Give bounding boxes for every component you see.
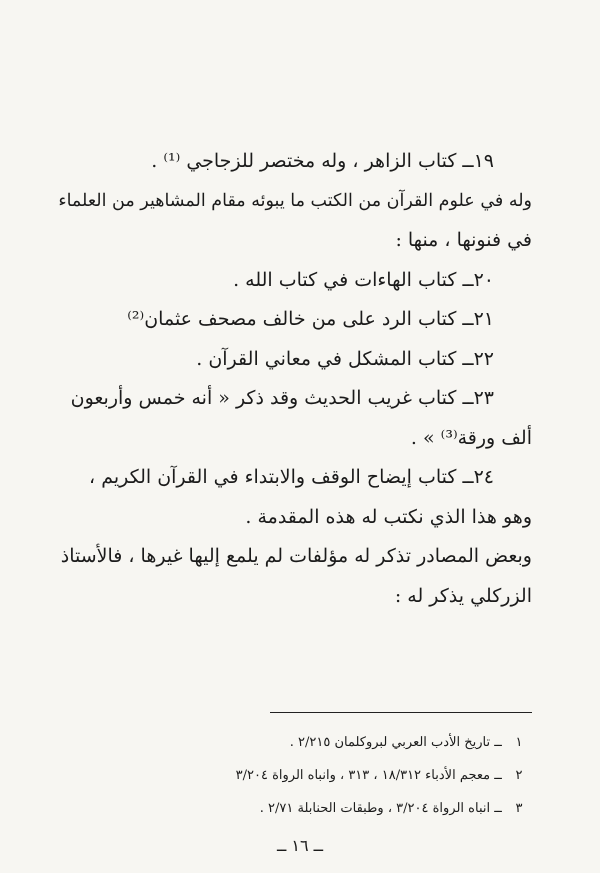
text-line: ١٩ــ كتاب الزاهر ، وله مختصر للزجاجي ⁽¹⁾ .: [151, 150, 494, 172]
footnote: [120, 792, 532, 825]
page-number: ــ ١٦ ــ: [276, 836, 324, 855]
footnote: [120, 726, 532, 759]
body-text: [58, 142, 532, 616]
footnotes: [120, 726, 532, 825]
text-line: ٢١ــ كتاب الرد على من خالف مصحف عثمان⁽²⁾: [127, 308, 494, 330]
footnote-text: ــ تاريخ الأدب العربي لبروكلمان ٢/٢١٥ .: [289, 735, 502, 750]
text-line: ٢٣ــ كتاب غريب الحديث وقد ذكر « أنه خمس وأربعون: [70, 387, 494, 409]
text-line: الزركلي يذكر له :: [394, 584, 532, 607]
text-line: وهو هذا الذي نكتب له هذه المقدمة .: [245, 505, 532, 528]
footnote-text: ــ معجم الأدباء ١٨/٣١٢ ، ٣١٣ ، وانباه الرواة ٣/٢٠٤: [235, 768, 502, 783]
text-line: وله في علوم القرآن من الكتب ما يبوئه مقام المشاهير من العلماء: [58, 190, 532, 211]
footnote-number: ٢: [515, 768, 523, 783]
text-line: وبعض المصادر تذكر له مؤلفات لم يلمع إليها غيرها ، فالأستاذ: [60, 545, 532, 567]
text-line: ٢٢ــ كتاب المشكل في معاني القرآن .: [196, 347, 494, 370]
footnote-number: ٣: [515, 801, 523, 816]
text-line: في فنونها ، منها :: [395, 229, 532, 251]
footnote-number: ١: [515, 735, 523, 750]
text-line: ٢٤ــ كتاب إيضاح الوقف والابتداء في القرآن الكريم ،: [89, 466, 494, 488]
text-line: ٢٠ــ كتاب الهاءات في كتاب الله .: [233, 268, 494, 291]
text-line: ألف ورقة⁽³⁾ » .: [410, 426, 532, 449]
footnote-divider: [270, 712, 532, 713]
footnote-text: ــ انباه الرواة ٣/٢٠٤ ، وطبقات الحنابلة ٢/٧١ .: [259, 801, 502, 816]
footnote: [120, 759, 532, 792]
